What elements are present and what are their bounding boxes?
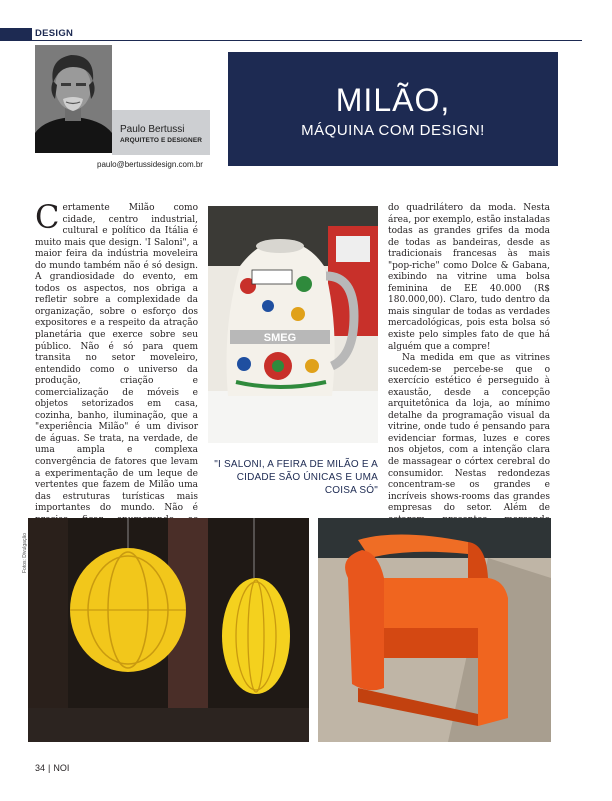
kettle-photo — [208, 206, 378, 443]
lamps-photo — [28, 518, 309, 742]
drop-cap: C — [35, 198, 60, 236]
page-folio — [35, 763, 69, 773]
top-rule — [32, 40, 582, 41]
article-title: MILÃO, — [335, 82, 451, 118]
pull-quote: "I SALONI, A FEIRA DE MILÃO E A CIDADE SÃO ÚNICAS E UMA COISA SÓ" — [214, 459, 378, 496]
page-number: 34 — [35, 763, 46, 773]
article-column-2 — [388, 203, 550, 514]
column-2-paragraph-1: do quadrilátero da moda. Nesta área, por exemplo, estão instaladas todas as grandes grifes da moda de todas as bandeiras, desde as tradicionais francesas às mais "pop-riche" como Dolce & Gabana, exibindo na vitrine uma bolsa feminina de EE 40.000 (R$ 180.000,00). Claro, tudo dentro da mais singular de todas as verdades mercadológicas, pois esta bolsa só existe pelo simples fato de que há alguém que a compre! — [388, 203, 550, 352]
column-1-text: ertamente Milão como cidade, centro industrial, cultural e político da Itália é muito mais que design. 'I Saloni", a maior feira da indústria moveleira do mundo também não é só design. A grandiosidade do evento, em todos os aspectos, nos obriga a refletir sobre a complexidade da organização, sobre o esforço dos expositores e a respeito da atração planetária que exerce sobre seu público. Não é só para quem transita no setor moveleiro, entendido como o universo da produção, criação e comercialização de móveis e objetos setorizados em casa, cozinha, banho, iluminação, que a "experiência Milão" é um divisor de águas. Se trata, na verdade, de uma ampla e complexa convergência de fatores que levam a experimentação de um leque de vertentes que fazem de Milão uma das estruturas turísticas mais importantes do mundo. Não é — [35, 203, 198, 514]
article-column-1 — [35, 198, 198, 514]
section-label: DESIGN — [35, 28, 74, 39]
author-role: ARQUITETO E DESIGNER — [120, 137, 203, 144]
kettle-brand: SMEG — [263, 332, 297, 344]
author-email[interactable]: paulo@bertussidesign.com.br — [97, 160, 203, 169]
photo-credit: Fotos: Divulgação — [22, 532, 29, 574]
column-2-paragraph-2: Na medida em que as vitrines sucedem-se percebe-se que o exercício estético é perseguido à exaustão, desde a concepção arquitetônica da loja, ao mínimo detalhe da programação visual da vitrine, onde tudo é pensando para evidenciar formas, luzes e cores nos objetos, com a intenção clara de massagear o córtex cerebral do consumidor. Nestas redondezas concentram-se os grandes e incríveis shows-rooms das grandes empresas do setor. Além de — [388, 353, 550, 514]
magazine-name: NOI — [53, 763, 70, 773]
author-portrait — [35, 45, 112, 153]
author-name: Paulo Bertussi — [120, 124, 185, 135]
folio-separator: | — [48, 763, 51, 773]
chair-photo — [318, 518, 551, 742]
section-bar — [0, 28, 32, 41]
article-subtitle: MÁQUINA COM DESIGN! — [301, 122, 485, 139]
